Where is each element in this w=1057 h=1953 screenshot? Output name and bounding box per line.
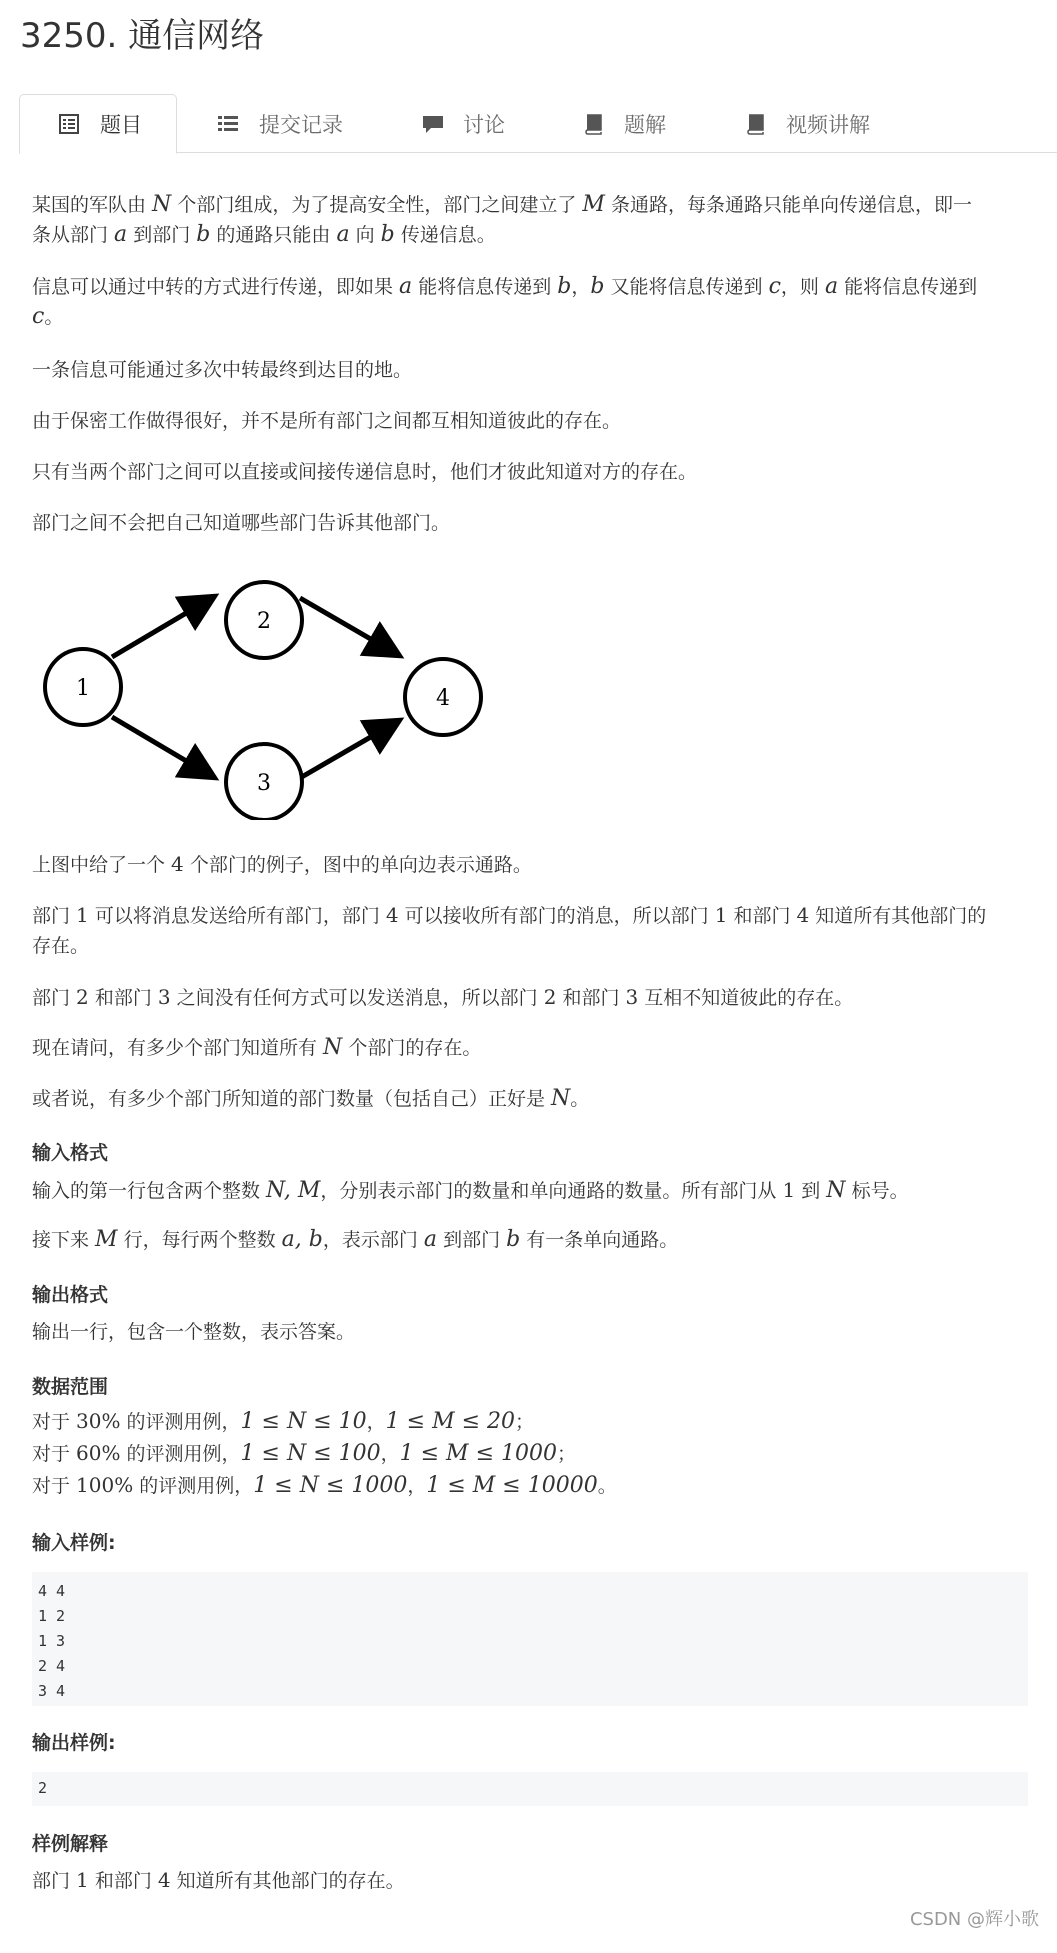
graph-node-1 xyxy=(45,649,121,725)
list-alt-icon xyxy=(58,113,84,135)
graph-node-3 xyxy=(226,744,302,820)
tab-label: 视频讲解 xyxy=(786,112,870,137)
statement-paragraph: 部门 2 和部门 3 之间没有任何方式可以发送消息，所以部门 2 和部门 3 互相不知道彼此的存在。 xyxy=(32,985,854,1009)
tab-label: 题解 xyxy=(624,112,666,137)
statement-paragraph: 只有当两个部门之间可以直接或间接传递信息时，他们才彼此知道对方的存在。 xyxy=(32,461,698,483)
list-icon xyxy=(217,113,243,135)
edge-1-3 xyxy=(112,717,215,778)
statement-paragraph: 或者说，有多少个部门所知道的部门数量（包括自己）正好是 N。 xyxy=(32,1086,590,1111)
input-format-line: 接下来 M 行，每行两个整数 a, b，表示部门 a 到部门 b 有一条单向通路。 xyxy=(32,1227,679,1252)
statement-paragraph: 部门之间不会把自己知道哪些部门告诉其他部门。 xyxy=(32,512,451,534)
svg-text:3: 3 xyxy=(257,771,271,796)
constraint-row: 对于 30% 的评测用例，1 ≤ N ≤ 10，1 ≤ M ≤ 20； xyxy=(32,1409,535,1434)
statement-paragraph: 由于保密工作做得很好，并不是所有部门之间都互相知道彼此的存在。 xyxy=(32,410,622,432)
tab-video[interactable] xyxy=(744,94,870,153)
edge-3-4 xyxy=(300,720,400,778)
tab-solutions[interactable] xyxy=(582,94,666,153)
tab-label: 题目 xyxy=(100,113,142,137)
book-icon xyxy=(582,113,608,135)
watermark: CSDN @辉小歌 xyxy=(909,1909,1039,1930)
edge-2-4 xyxy=(300,598,400,656)
constraint-row: 对于 60% 的评测用例，1 ≤ N ≤ 100，1 ≤ M ≤ 1000； xyxy=(32,1441,577,1466)
statement-paragraph: 信息可以通过中转的方式进行传递，即如果 a 能将信息传递到 b，b 又能将信息传递到 c，则 a 能将信息传递到 c。 xyxy=(32,274,978,329)
statement-paragraph: 现在请问，有多少个部门知道所有 N 个部门的存在。 xyxy=(32,1035,482,1060)
tab-problem[interactable] xyxy=(19,94,177,154)
graph-node-4 xyxy=(405,659,481,735)
edge-1-2 xyxy=(112,596,215,657)
statement-paragraph: 部门 1 可以将消息发送给所有部门，部门 4 可以接收所有部门的消息，所以部门 1 和部门 4 知道所有其他部门的 存在。 xyxy=(32,903,987,957)
statement-paragraph: 一条信息可能通过多次中转最终到达目的地。 xyxy=(32,359,413,381)
section-heading-sample-input: 输入样例: xyxy=(32,1532,116,1554)
explanation-line: 部门 1 和部门 4 知道所有其他部门的存在。 xyxy=(32,1868,405,1892)
graph-node-2 xyxy=(226,582,302,658)
tab-label: 讨论 xyxy=(463,112,505,137)
svg-text:4: 4 xyxy=(436,686,450,711)
tab-discuss[interactable] xyxy=(421,94,505,153)
book-icon xyxy=(744,113,770,135)
tab-bar xyxy=(19,94,1057,153)
svg-text:2: 2 xyxy=(257,609,271,634)
sample-input-code: 4 4 1 2 1 3 2 4 3 4 xyxy=(32,1572,1028,1706)
output-format-line: 输出一行，包含一个整数，表示答案。 xyxy=(32,1321,356,1343)
section-heading-constraints: 数据范围 xyxy=(32,1376,109,1398)
section-heading-explanation: 样例解释 xyxy=(32,1833,109,1855)
graph-diagram xyxy=(32,560,492,820)
section-heading-sample-output: 输出样例: xyxy=(32,1732,116,1754)
tab-submissions[interactable] xyxy=(217,94,343,153)
constraints-list xyxy=(32,1406,1032,1502)
statement-paragraph: 某国的军队由 N 个部门组成，为了提高安全性，部门之间建立了 M 条通路，每条通路只能单向传递信息，即一 条从部门 a 到部门 b 的通路只能由 a 向 b 传递信息。 xyxy=(32,192,972,247)
sample-output-code: 2 xyxy=(32,1772,1028,1806)
section-heading-input-format: 输入格式 xyxy=(32,1142,109,1164)
statement-paragraph: 上图中给了一个 4 个部门的例子，图中的单向边表示通路。 xyxy=(32,852,532,876)
section-heading-output-format: 输出格式 xyxy=(32,1284,109,1306)
svg-text:1: 1 xyxy=(76,676,90,701)
page-title: 3250. 通信网络 xyxy=(20,16,265,56)
comment-icon xyxy=(421,113,447,135)
tab-label: 提交记录 xyxy=(259,112,343,137)
constraint-row: 对于 100% 的评测用例，1 ≤ N ≤ 1000，1 ≤ M ≤ 10000。 xyxy=(32,1473,617,1498)
input-format-line: 输入的第一行包含两个整数 N, M，分别表示部门的数量和单向通路的数量。所有部门从 1 到 N 标号。 xyxy=(32,1178,909,1203)
